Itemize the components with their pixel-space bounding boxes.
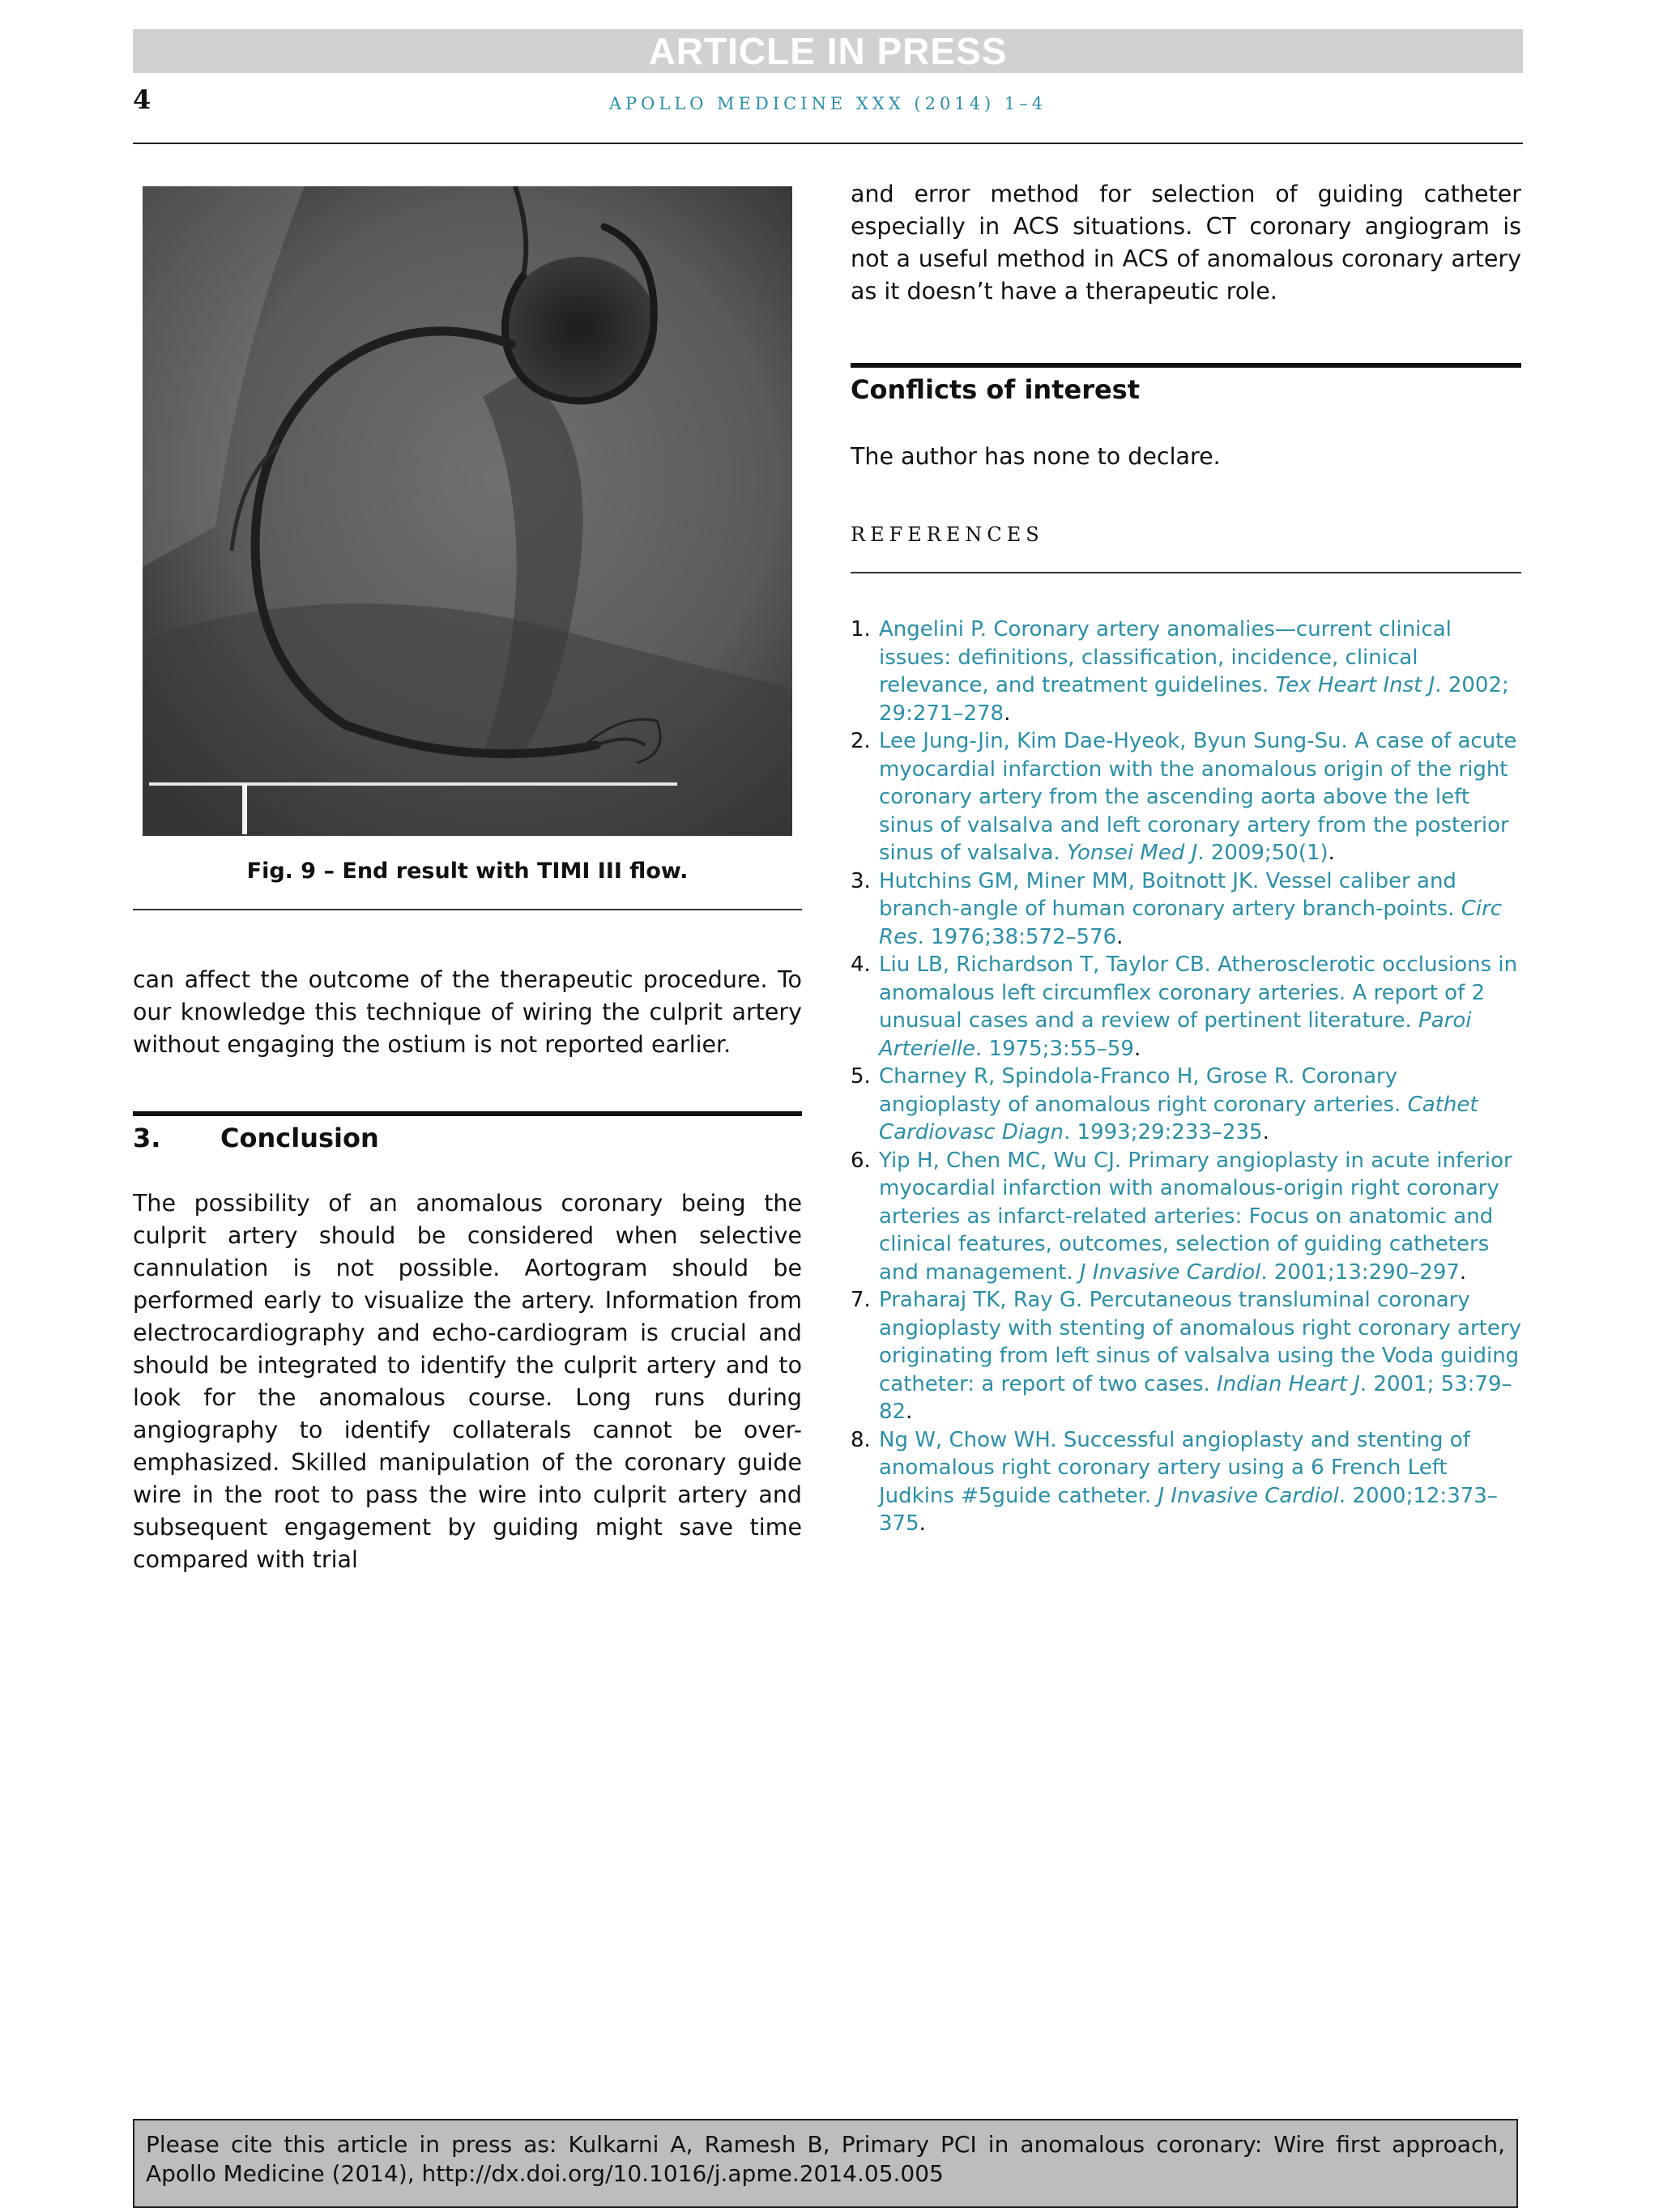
reference-item xyxy=(851,727,1521,867)
reference-text: Lee Jung-Jin, Kim Dae-Hyeok, Byun Sung-Su. A case of acute myocardial infarction with the anomalous origin of the right coronary artery from the ascending aorta above the left sinus of valsalva and left coronary artery from the posterior sinus of valsalva. xyxy=(879,729,1517,865)
conclusion-section-rule xyxy=(133,1111,802,1116)
references-rule xyxy=(851,572,1521,573)
reference-text: Praharaj TK, Ray G. Percutaneous transluminal coronary angioplasty with stenting of anomalous right coronary artery originating from left sinus of valsalva using the Voda guiding catheter: a report of two cases. xyxy=(879,1288,1521,1396)
conflicts-section-rule xyxy=(851,363,1521,368)
reference-details: . 1976;38:572–576 xyxy=(917,924,1117,949)
reference-details: . 1975;3:55–59 xyxy=(975,1036,1134,1061)
reference-text: Ng W, Chow WH. Successful angioplasty and stenting of anomalous right coronary artery using a 6 French Left Judkins #5guide catheter. xyxy=(879,1427,1470,1508)
reference-details: . 2002; 29:271–278 xyxy=(879,673,1509,726)
reference-item xyxy=(851,616,1521,727)
reference-text: Angelini P. Coronary artery anomalies—current clinical issues: definitions, classification, incidence, clinical relevance, and treatment guidelines. xyxy=(879,617,1452,697)
figure-rule xyxy=(133,909,802,910)
reference-link[interactable] xyxy=(879,869,1502,949)
reference-number: 6. xyxy=(851,1148,871,1173)
conflicts-heading: Conflicts of interest xyxy=(851,374,1141,405)
reference-link[interactable] xyxy=(879,1064,1478,1144)
figure-caption: Fig. 9 – End result with TIMI III flow. xyxy=(246,859,689,884)
reference-journal: J Invasive Cardiol xyxy=(1079,1259,1261,1285)
reference-journal: Circ Res xyxy=(879,897,1503,949)
reference-tail: . xyxy=(919,1511,926,1536)
reference-text: Yip H, Chen MC, Wu CJ. Primary angioplasty in acute inferior myocardial infarction with anomalous-origin right coronary arteries as infarct-related arteries: Focus on anatomic and clinical features, outcomes, selection of guiding catheters and management. xyxy=(879,1148,1512,1285)
reference-details: . 2001;13:290–297 xyxy=(1260,1259,1460,1285)
reference-journal: Indian Heart J xyxy=(1217,1371,1360,1396)
left-paragraph-1: can affect the outcome of the therapeutic procedure. To our knowledge this technique of wiring the culprit artery without engaging the ostium is not reported earlier. xyxy=(133,966,802,1058)
reference-link[interactable] xyxy=(879,1288,1521,1424)
reference-tail: . xyxy=(1133,1036,1141,1061)
reference-number: 8. xyxy=(851,1427,871,1452)
reference-link[interactable] xyxy=(879,953,1517,1061)
reference-journal: Cathet Cardiovasc Diagn xyxy=(879,1092,1478,1144)
section-title: Conclusion xyxy=(220,1123,379,1153)
reference-item xyxy=(851,1063,1521,1147)
reference-text: Charney R, Spindola-Franco H, Grose R. Coronary angioplasty of anomalous right coronary arteries. xyxy=(879,1064,1408,1117)
reference-link[interactable] xyxy=(879,617,1509,726)
references-heading: REFERENCES xyxy=(851,523,1044,546)
reference-journal: J Invasive Cardiol xyxy=(1158,1483,1339,1508)
reference-number: 2. xyxy=(851,729,871,753)
reference-item xyxy=(851,1147,1521,1287)
reference-item xyxy=(851,867,1521,952)
reference-text: Hutchins GM, Miner MM, Boitnott JK. Vessel caliber and branch-angle of human coronary artery branch-points. xyxy=(879,868,1461,921)
reference-link[interactable] xyxy=(879,1149,1512,1285)
conflicts-text: The author has none to declare. xyxy=(851,443,1221,470)
reference-tail: . xyxy=(1262,1120,1269,1144)
reference-item xyxy=(851,951,1521,1063)
reference-number: 1. xyxy=(851,617,871,641)
coronary-angiogram-image xyxy=(143,186,792,836)
running-head: APOLLO MEDICINE XXX (2014) 1–4 xyxy=(608,94,1047,113)
article-in-press-banner: ARTICLE IN PRESS xyxy=(133,29,1523,73)
reference-item xyxy=(851,1426,1521,1538)
reference-journal: Paroi Arterielle xyxy=(879,1008,1472,1061)
reference-details: . 2009;50(1) xyxy=(1197,841,1328,865)
reference-details: . 2000;12:373–375 xyxy=(879,1483,1498,1536)
reference-tail: . xyxy=(1004,701,1011,726)
reference-journal: Tex Heart Inst J xyxy=(1275,673,1435,697)
page-number: 4 xyxy=(133,84,151,115)
header-rule xyxy=(133,143,1523,144)
right-paragraph-1: and error method for selection of guiding catheter especially in ACS situations. CT coronary angiogram is not a useful method in ACS of anomalous coronary artery as it doesn’t have a therapeutic role. xyxy=(851,181,1521,305)
reference-journal: Yonsei Med J xyxy=(1066,841,1198,865)
conclusion-paragraph: The possibility of an anomalous coronary being the culprit artery should be considered when selective cannulation is not possible. Aortogram should be performed early to visualize the artery. Information from electrocardiography and echo-cardiogram is crucial and should be integrated to identify the culprit artery and to look for the anomalous course. Long runs during angiography to identify collaterals cannot be over-emphasized. Skilled manipulation of the coronary guide wire in the root to pass the wire into culprit artery and subsequent engagement by guiding might save time compared with trial xyxy=(133,1190,802,1573)
reference-text: Liu LB, Richardson T, Taylor CB. Atherosclerotic occlusions in anomalous left circumflex coronary arteries. A report of 2 unusual cases and a review of pertinent literature. xyxy=(879,953,1518,1033)
citation-box: Please cite this article in press as: Kulkarni A, Ramesh B, Primary PCI in anomalous coronary: Wire first approach, Apollo Medicine (2014), http://dx.doi.org/10.1016/j.apme.2014.05.005 xyxy=(133,2119,1518,2208)
references-list xyxy=(851,616,1521,1538)
reference-number: 5. xyxy=(851,1064,871,1089)
reference-link[interactable] xyxy=(879,729,1516,865)
reference-item xyxy=(851,1286,1521,1426)
reference-tail: . xyxy=(1116,924,1124,949)
reference-details: . 1993;29:233–235 xyxy=(1064,1120,1263,1144)
reference-number: 3. xyxy=(851,868,871,893)
reference-tail: . xyxy=(1459,1259,1467,1285)
reference-number: 4. xyxy=(851,953,871,977)
reference-link[interactable] xyxy=(879,1428,1498,1536)
reference-number: 7. xyxy=(851,1288,871,1312)
section-number: 3. xyxy=(133,1123,161,1153)
reference-details: . 2001; 53:79–82 xyxy=(879,1371,1512,1424)
reference-tail: . xyxy=(906,1400,913,1424)
reference-tail: . xyxy=(1328,841,1335,865)
